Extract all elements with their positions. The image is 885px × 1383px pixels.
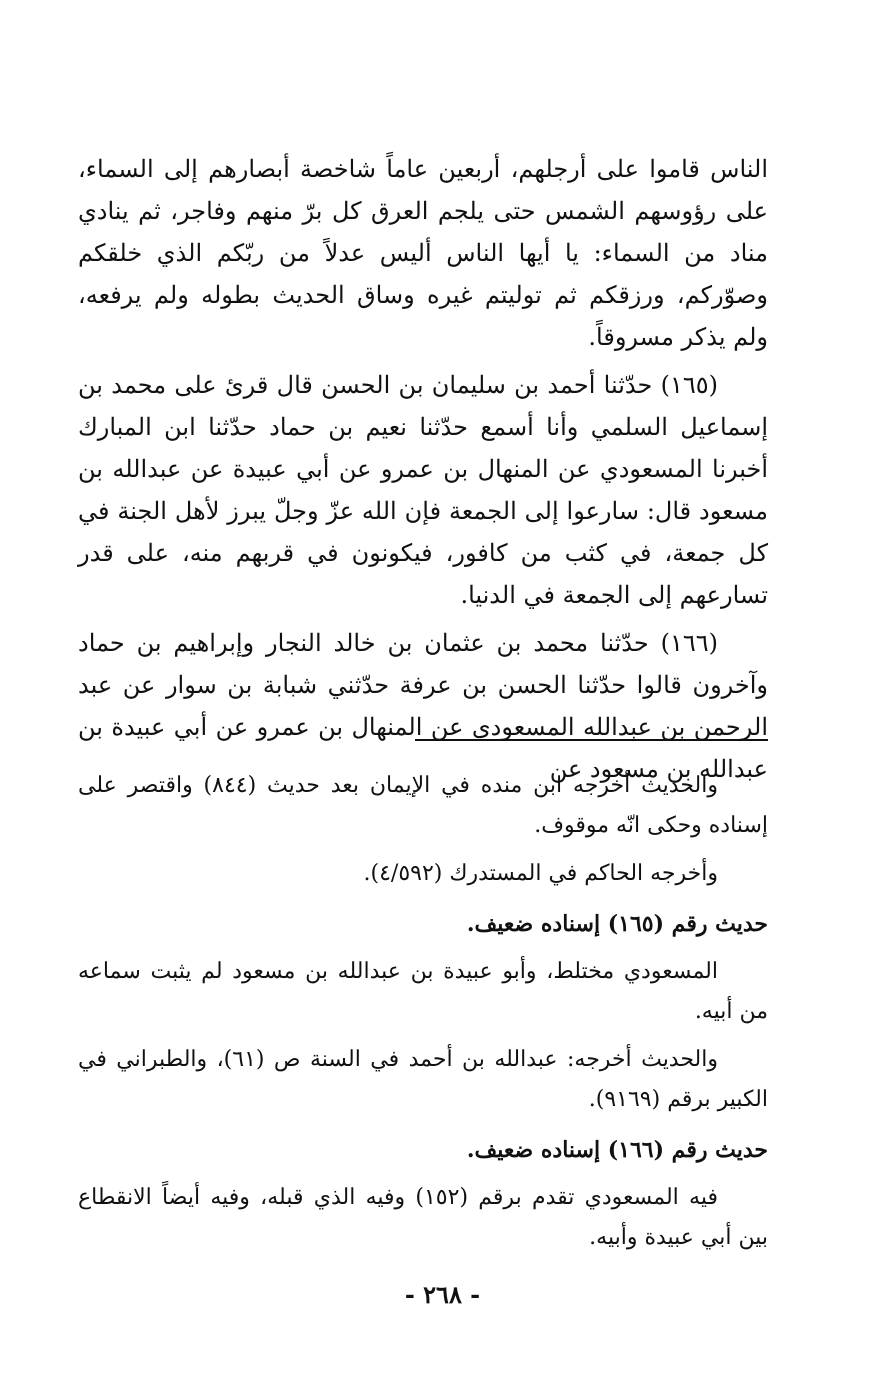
footnotes <box>78 766 768 1266</box>
footnote-heading-166: حديث رقم (١٦٦) إسناده ضعيف. <box>466 1137 768 1163</box>
footnote-5: فيه المسعودي تقدم برقم (١٥٢) وفيه الذي قبله، وفيه أيضاً الانقطاع بين أبي عبيدة وأبيه. <box>78 1185 768 1250</box>
footnote-2: وأخرجه الحاكم في المستدرك (٤/٥٩٢). <box>363 861 718 886</box>
footnote-4: والحديث أخرجه: عبدالله بن أحمد في السنة ص (٦١)، والطبراني في الكبير برقم (٩١٦٩). <box>78 1047 768 1112</box>
main-paragraph-1: الناس قاموا على أرجلهم، أربعين عاماً شاخصة أبصارهم إلى السماء، على رؤوسهم الشمس حتى يلجم العرق كل برّ منهم وفاجر، ثم ينادي مناد من السماء: يا أيها الناس أليس عدلاً من ربّكم الذي خلقكم وصوّركم، ورزقكم ثم توليتم غيره وساق الحديث بطوله ولم يرفعه، ولم يذكر مسروقاً. <box>78 155 768 351</box>
page-number: - ٢٦٨ - <box>404 1280 481 1309</box>
footnote-heading-165: حديث رقم (١٦٥) إسناده ضعيف. <box>466 911 768 937</box>
main-paragraph-hadith-165: (١٦٥) حدّثنا أحمد بن سليمان بن الحسن قال قرئ على محمد بن إسماعيل السلمي وأنا أسمع حدّثنا نعيم بن حماد حدّثنا ابن المبارك أخبرنا المسعودي عن المنهال بن عمرو عن أبي عبيدة عن عبدالله بن مسعود قال: سارعوا إلى الجمعة فإن الله عزّ وجلّ يبرز لأهل الجنة في كل جمعة، في كثب من كافور، فيكونون في قربهم منه، على قدر تسارعهم إلى الجمعة في الدنيا. <box>78 371 768 609</box>
main-paragraph-hadith-166: (١٦٦) حدّثنا محمد بن عثمان بن خالد النجار وإبراهيم بن حماد وآخرون قالوا حدّثنا الحسن بن عرفة حدّثني شبابة بن سوار عن عبد الرحمن بن عبدالله المسعودي عن المنهال بن عمرو عن أبي عبيدة بن عبدالله بن مسعود عن <box>78 629 768 783</box>
footnote-divider <box>415 739 768 741</box>
footnote-1: والحديث أخرجه ابن منده في الإيمان بعد حديث (٨٤٤) واقتصر على إسناده وحكى انّه موقوف. <box>78 773 768 838</box>
main-text <box>78 148 768 796</box>
footnote-3: المسعودي مختلط، وأبو عبيدة بن عبدالله بن مسعود لم يثبت سماعه من أبيه. <box>78 959 768 1024</box>
